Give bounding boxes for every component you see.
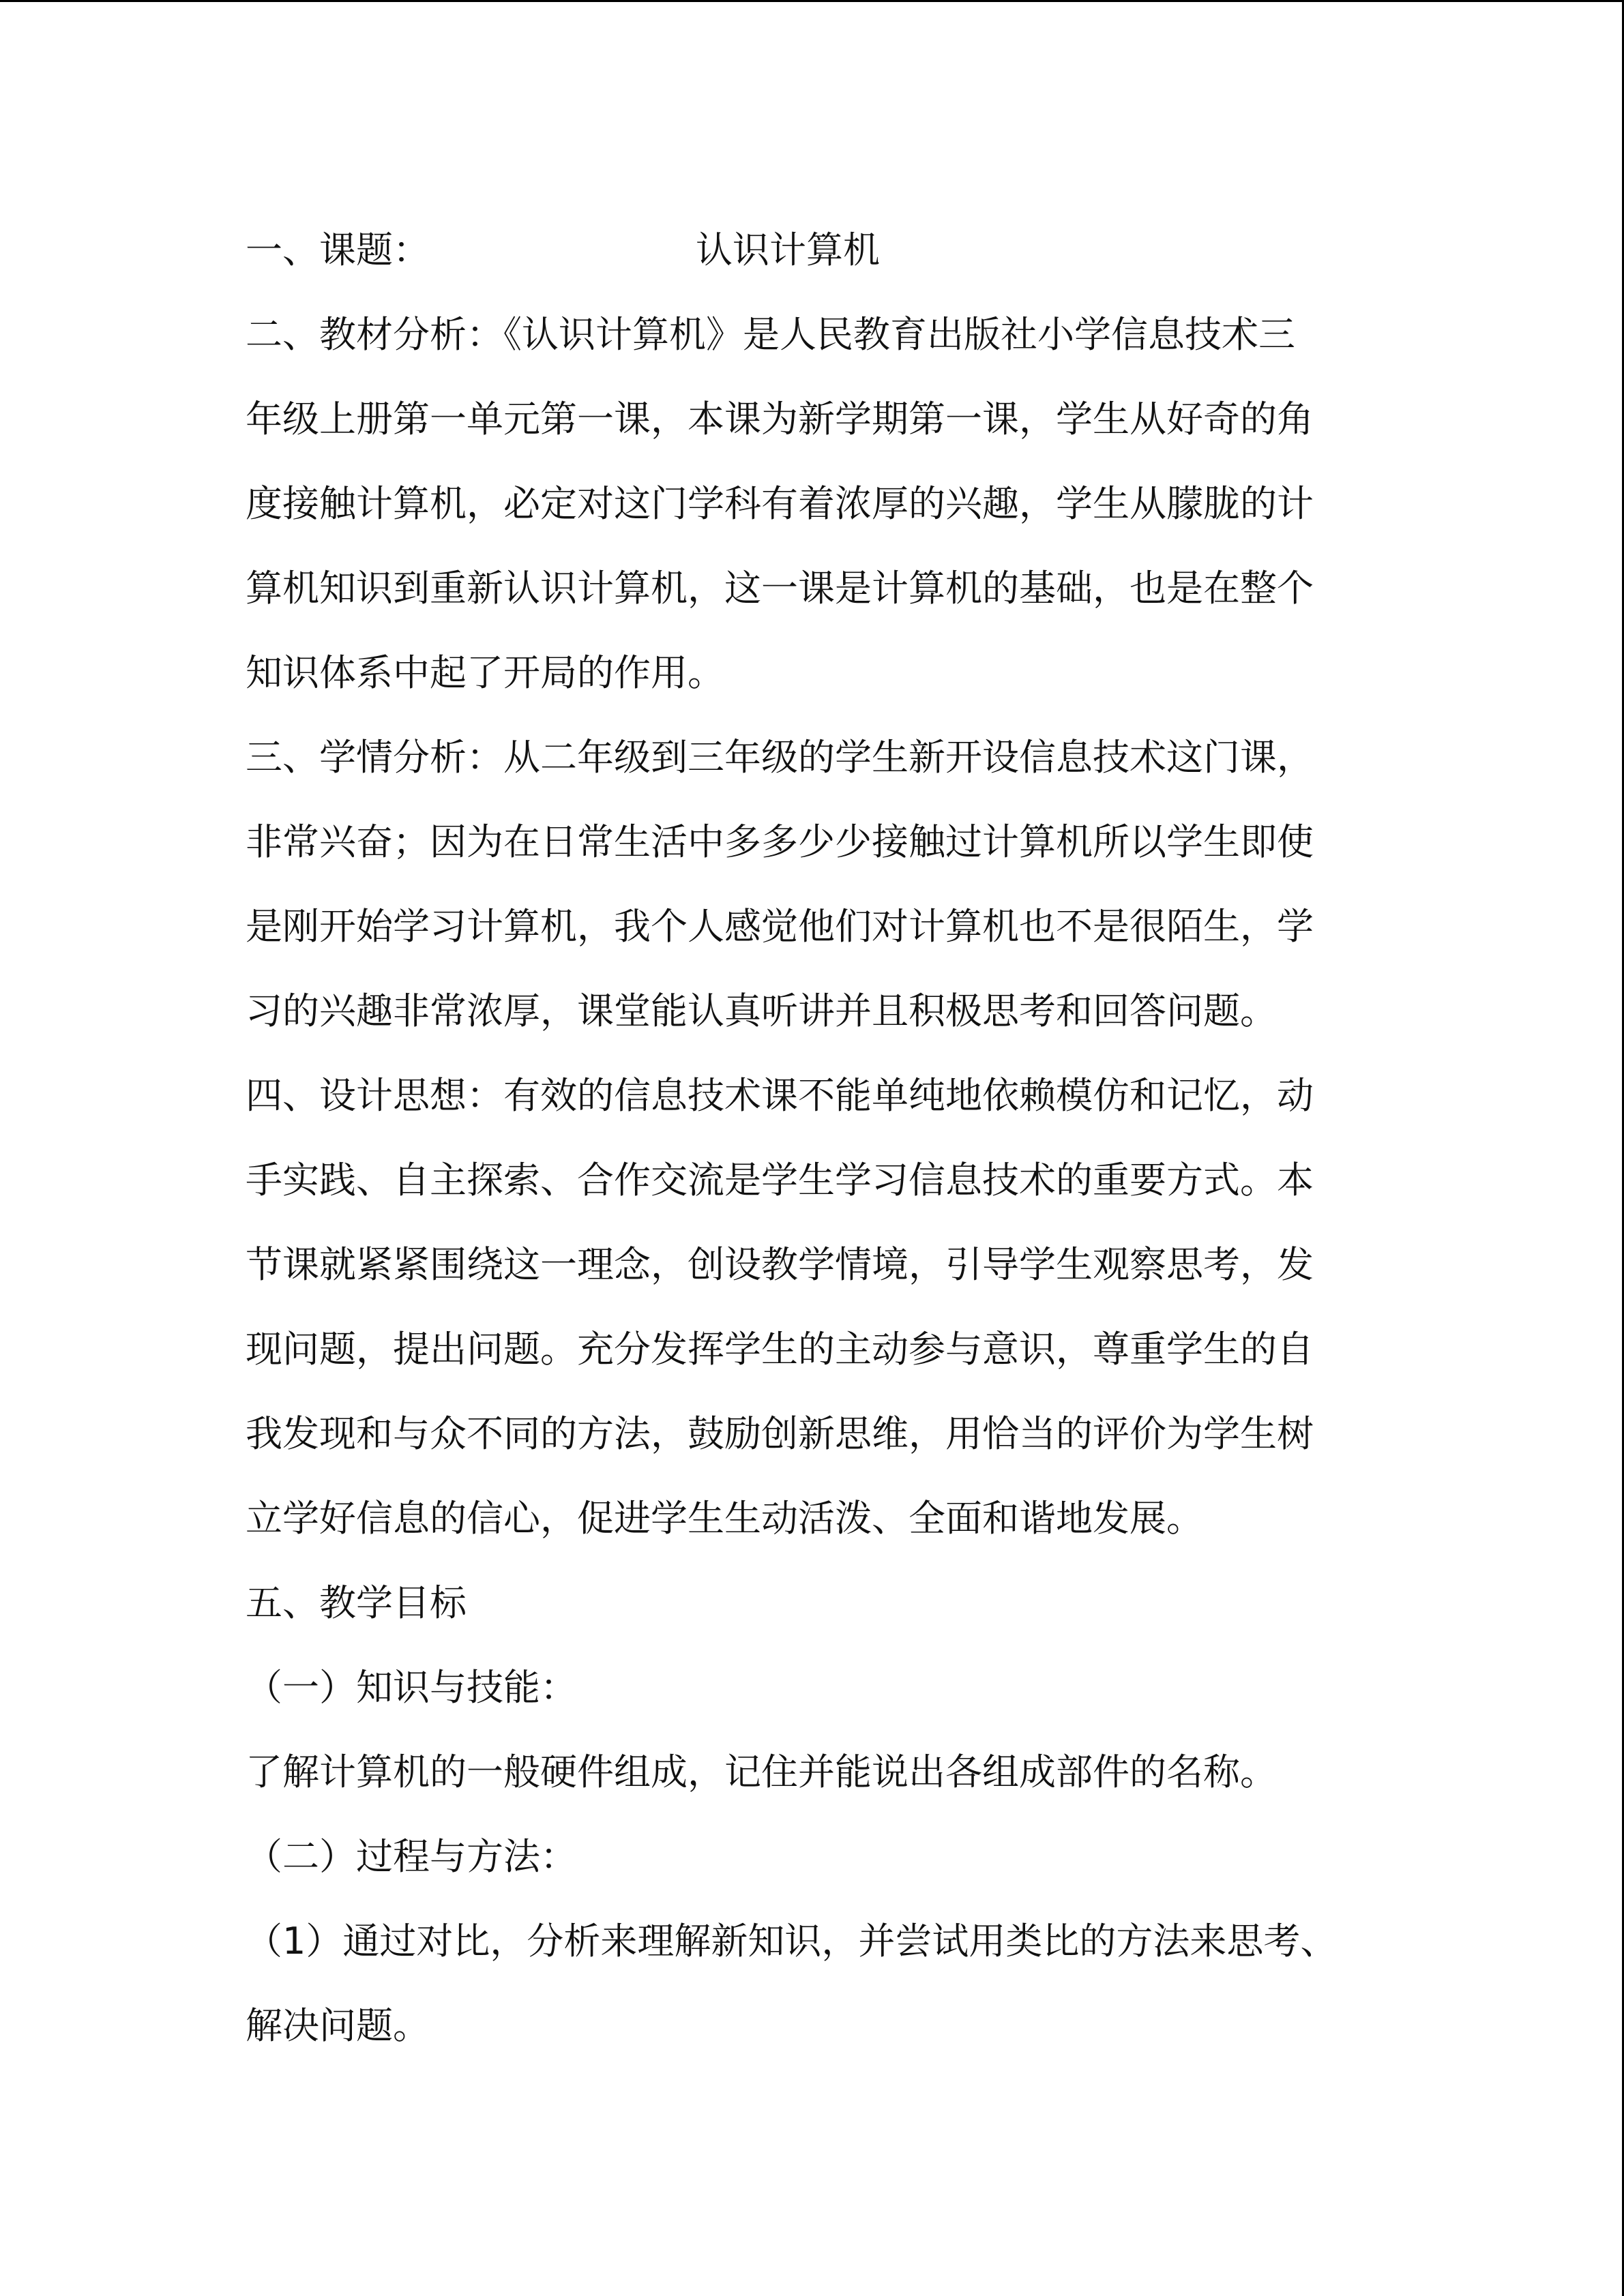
text-line: 现问题，提出问题。充分发挥学生的主动参与意识，尊重学生的自 [246, 1328, 1314, 1371]
text-line: 是刚开始学习计算机，我个人感觉他们对计算机也不是很陌生，学 [246, 905, 1314, 948]
text-line: 节课就紧紧围绕这一理念，创设教学情境，引导学生观察思考，发 [246, 1243, 1314, 1286]
text-line: 度接触计算机，必定对这门学科有着浓厚的兴趣，学生从朦胧的计 [246, 482, 1314, 525]
text-line: 立学好信息的信心，促进学生生动活泼、全面和谐地发展。 [246, 1497, 1203, 1540]
text-line: 习的兴趣非常浓厚，课堂能认真听讲并且积极思考和回答问题。 [246, 989, 1277, 1032]
text-line: 手实践、自主探索、合作交流是学生学习信息技术的重要方式。本 [246, 1159, 1314, 1202]
text-line: 我发现和与众不同的方法，鼓励创新思维，用恰当的评价为学生树 [246, 1412, 1314, 1455]
subsection-heading: （一）知识与技能： [246, 1666, 577, 1709]
text-line: 年级上册第一单元第一课，本课为新学期第一课，学生从好奇的角 [246, 398, 1314, 441]
text-line: 知识体系中起了开局的作用。 [246, 651, 724, 694]
text-line: （1）通过对比，分析来理解新知识，并尝试用类比的方法来思考、 [246, 1920, 1338, 1963]
text-line: 算机知识到重新认识计算机，这一课是计算机的基础，也是在整个 [246, 567, 1314, 610]
subsection-heading: （二）过程与方法： [246, 1835, 577, 1878]
text-line: 解决问题。 [246, 2004, 430, 2047]
section-heading: 五、教学目标 [246, 1581, 467, 1624]
text-line: 非常兴奋；因为在日常生活中多多少少接触过计算机所以学生即使 [246, 820, 1314, 863]
lesson-title-line [246, 208, 1357, 293]
document-body [246, 208, 1357, 2068]
lesson-title-label: 一、课题： [246, 228, 430, 271]
lesson-title-value: 认识计算机 [696, 228, 880, 271]
text-line: 了解计算机的一般硬件组成，记住并能说出各组成部件的名称。 [246, 1750, 1277, 1793]
text-line: 三、学情分析：从二年级到三年级的学生新开设信息技术这门课， [246, 736, 1314, 779]
page-border-top [0, 0, 1624, 2]
text-line: 四、设计思想：有效的信息技术课不能单纯地依赖模仿和记忆，动 [246, 1074, 1314, 1117]
text-line: 二、教材分析：《认识计算机》是人民教育出版社小学信息技术三 [246, 313, 1295, 356]
